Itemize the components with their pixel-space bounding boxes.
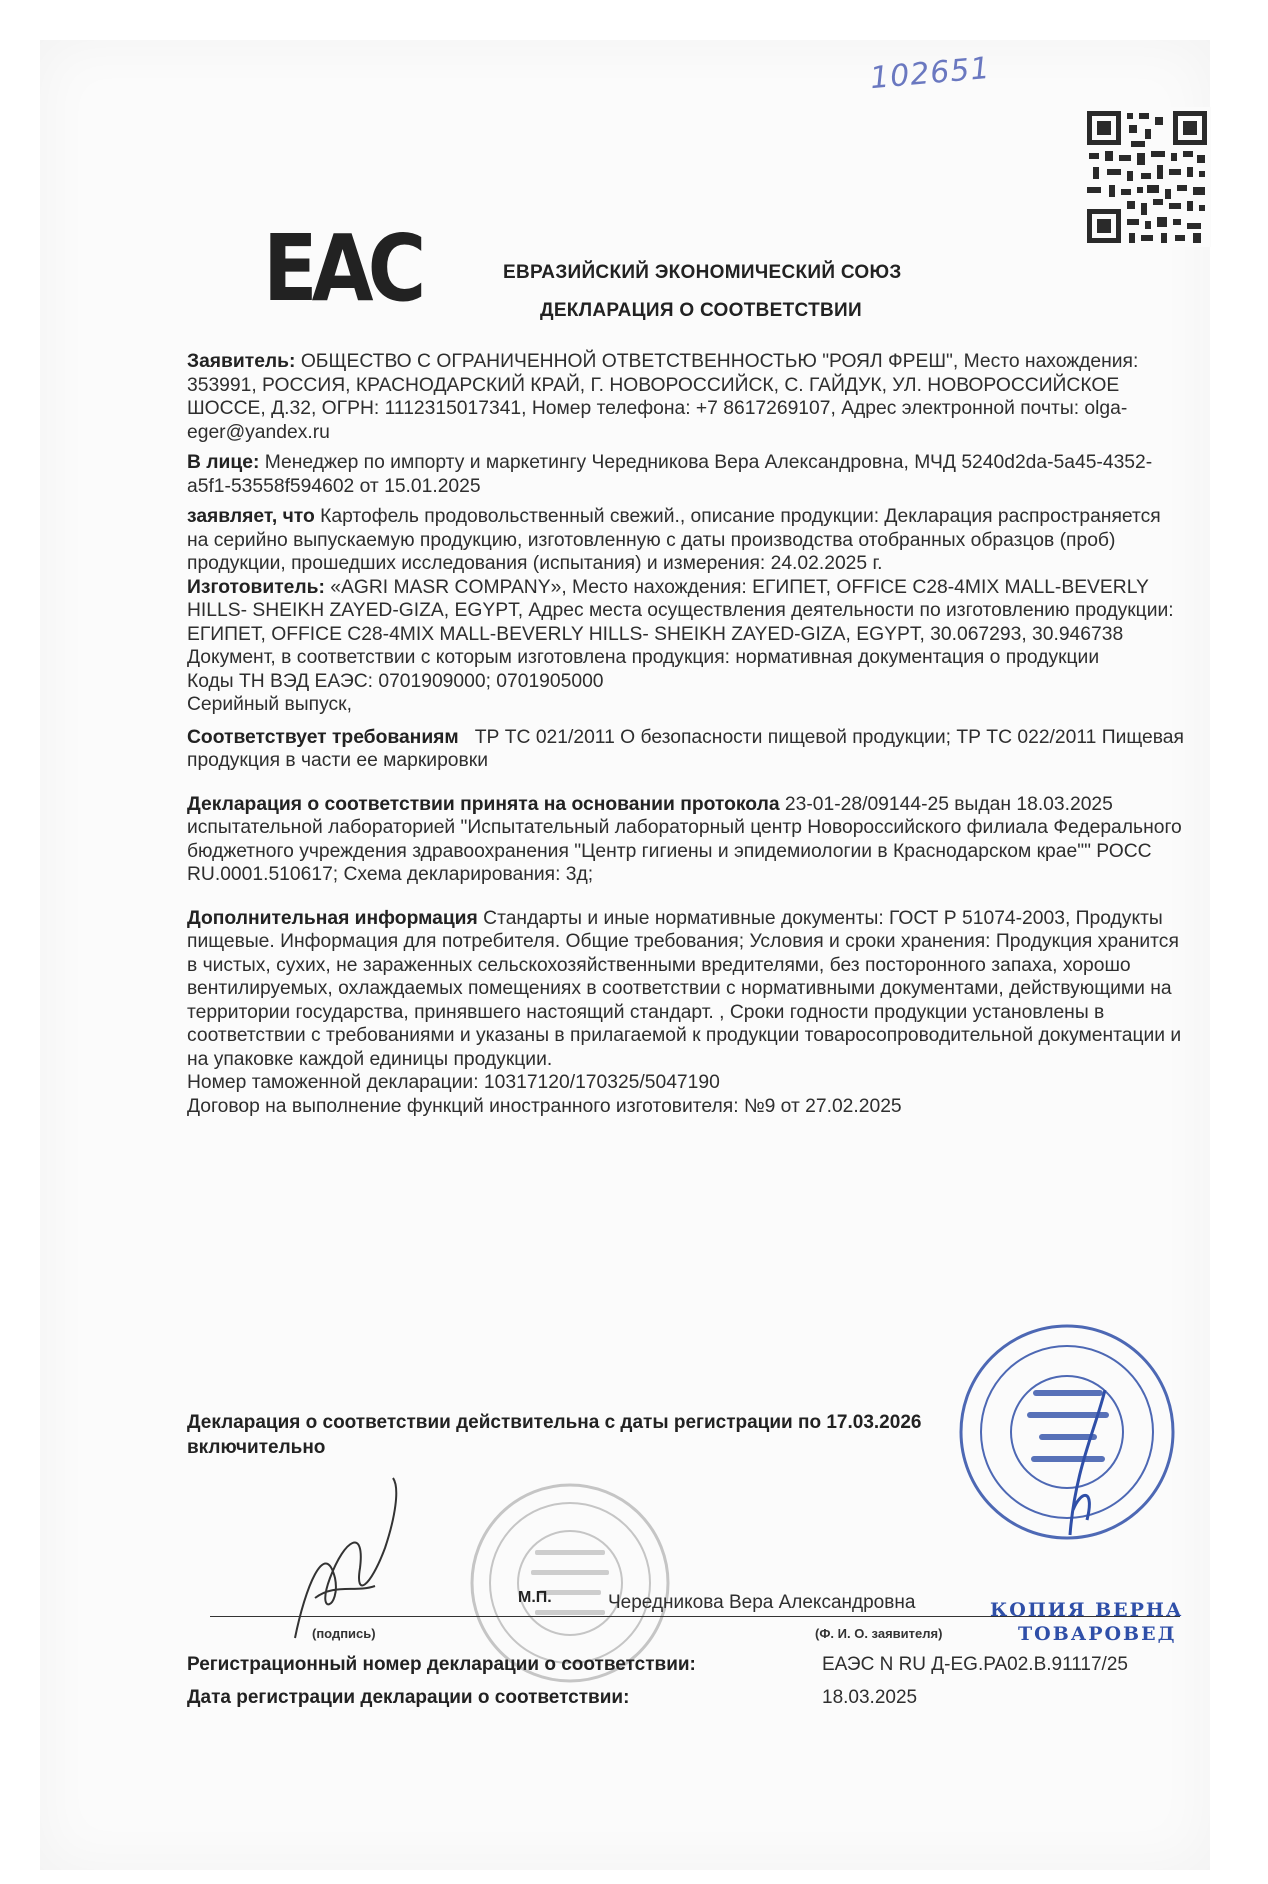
applicant-block [187, 350, 1187, 444]
signature-caption: (подпись) [312, 1626, 376, 1641]
registration-number-value: ЕАЭС N RU Д-EG.PA02.B.91117/25 [822, 1654, 1128, 1675]
declares-label: заявляет, что [187, 506, 315, 527]
additional-label: Дополнительная информация [187, 907, 478, 929]
signature-icon [275, 1468, 425, 1648]
codes-line: Коды ТН ВЭД ЕАЭС: 0701909000; 0701905000 [187, 670, 604, 692]
name-caption: (Ф. И. О. заявителя) [815, 1626, 943, 1641]
declaration-body [187, 350, 1187, 1118]
basis-text: 23-01-28/09144-25 выдан 18.03.2025 испытательной лабораторией "Испытательный лабораторный центр Новороссийского филиала Федерального бюджетного учреждения здравоохранения "Центр гигиены и эпидемиологии в Краснодарском крае"" РОСС RU.0001.510617; Схема декларирования: 3д; [187, 793, 1182, 885]
additional-block [187, 907, 1187, 1072]
manufacturer-label: Изготовитель: [187, 576, 325, 598]
applicant-label: Заявитель: [187, 351, 296, 372]
eac-logo: ЕАС [263, 215, 421, 322]
document-title: ДЕКЛАРАЦИЯ О СООТВЕТСТВИИ [540, 300, 862, 321]
validity-text-2: включительно [187, 1437, 326, 1458]
mp-label: М.П. [518, 1589, 552, 1606]
contract-line: Договор на выполнение функций иностранного изготовителя: №9 от 27.02.2025 [187, 1095, 902, 1117]
basis-label: Декларация о соответствии принята на основании протокола [187, 793, 780, 815]
merchandiser-stamp: ТОВАРОВЕД [1018, 1623, 1177, 1645]
declares-block [187, 505, 1187, 576]
registration-date-value: 18.03.2025 [822, 1687, 918, 1708]
manufacturer-text: «AGRI MASR COMPANY», Место нахождения: ЕГИПЕТ, OFFICE C28-4MIX MALL-BEVERLY HILLS- SHEIKH ZAYED-GIZA, EGYPT, Адрес места осуществления деятельности по изготовлению продукции: ЕГИПЕТ, OFFICE C28-4MIX MALL-BEVERLY HILLS- SHEIKH ZAYED-GIZA, EGYPT, 30.067293, 30.946738 [187, 576, 1174, 645]
serial-line: Серийный выпуск, [187, 694, 352, 715]
handwritten-number: 102651 [868, 50, 992, 97]
registration-number-label: Регистрационный номер декларации о соответствии: [187, 1654, 696, 1675]
company-stamp-icon [955, 1320, 1180, 1545]
basis-block [187, 793, 1187, 887]
complies-label: Соответствует требованиям [187, 726, 459, 748]
union-heading: ЕВРАЗИЙСКИЙ ЭКОНОМИЧЕСКИЙ СОЮЗ [503, 262, 902, 283]
complies-text: ТР ТС 021/2011 О безопасности пищевой продукции; ТР ТС 022/2011 Пищевая продукция в части ее маркировки [187, 726, 1184, 771]
copy-verified-stamp: КОПИЯ ВЕРНА [990, 1599, 1184, 1621]
person-text: Менеджер по импорту и маркетингу Чередникова Вера Александровна, МЧД 5240d2da-5a45-4352-a5f1-53558f594602 от 15.01.2025 [187, 452, 1153, 497]
complies-block [187, 726, 1187, 773]
customs-line: Номер таможенной декларации: 10317120/170325/5047190 [187, 1072, 720, 1093]
qr-code-icon [1083, 107, 1211, 247]
declares-text: Картофель продовольственный свежий., описание продукции: Декларация распространяется на серийно выпускаемую продукцию, изготовленную с даты производства отобранных образцов (проб) продукции, прошедших исследования (испытания) и измерения: 24.02.2025 г. [187, 506, 1161, 574]
additional-text: Стандарты и иные нормативные документы: ГОСТ Р 51074-2003, Продукты пищевые. Информация для потребителя. Общие требования; Условия и сроки хранения: Продукция хранится в чистых, сухих, не зараженных сельскохозяйственными вредителями, без посторонного запаха, хорошо вентилируемых, охлаждаемых помещениях в соответствии с нормативными документами, действующими на территории государства, принявшего настоящий стандарт. , Сроки годности продукции установлены в соответствии с требованиями и указаны в прилагаемой к продукции товаросопроводительной документации и на упаковке каждой единицы продукции. [187, 907, 1182, 1070]
signer-name: Чередникова Вера Александровна [608, 1592, 916, 1613]
registration-date-label: Дата регистрации декларации о соответствии: [187, 1687, 630, 1708]
validity-text: Декларация о соответствии действительна с даты регистрации по 17.03.2026 [187, 1412, 922, 1433]
person-label: В лице: [187, 452, 260, 473]
person-block [187, 451, 1187, 498]
document-line: Документ, в соответствии с которым изготовлена продукция: нормативная документация о продукции [187, 647, 1100, 668]
manufacturer-block [187, 576, 1187, 647]
applicant-text: ОБЩЕСТВО С ОГРАНИЧЕННОЙ ОТВЕТСТВЕННОСТЬЮ "РОЯЛ ФРЕШ", Место нахождения: 353991, РОССИЯ, КРАСНОДАРСКИЙ КРАЙ, Г. НОВОРОССИЙСК, С. ГАЙДУК, УЛ. НОВОРОССИЙСКОЕ ШОССЕ, Д.32, ОГРН: 1112315017341, Номер телефона: +7 8617269107, Адрес электронной почты: olga-eger@yandex.ru [187, 351, 1139, 443]
